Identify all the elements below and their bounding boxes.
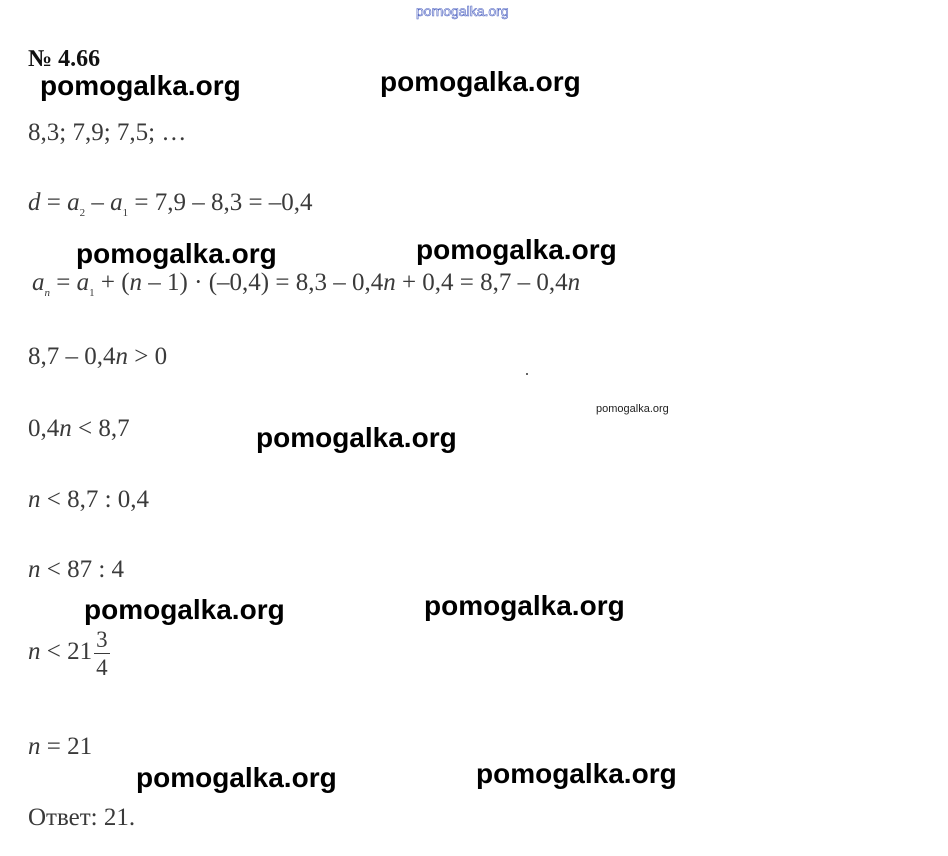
an-part2: – 1) · (–0,4) = 8,3 – 0,4 (142, 269, 384, 296)
an-a1-subscript: 1 (89, 287, 95, 299)
ineq2-n: n (59, 415, 72, 442)
fraction-numerator: 3 (96, 627, 108, 652)
watermark: pomogalka.org (476, 758, 677, 789)
ineq5-n: n (28, 638, 41, 666)
ineq1-left: 8,7 – 0,4 (28, 343, 116, 370)
d-eq: = (40, 189, 68, 216)
watermark: pomogalka.org (84, 594, 285, 625)
a2-subscript: 2 (79, 207, 86, 219)
ineq2-left: 0,4 (28, 415, 60, 442)
watermark: pomogalka.org (136, 762, 337, 793)
d-minus: – (85, 189, 111, 216)
an-n1: n (129, 269, 143, 296)
an-part3: + 0,4 = 8,7 – 0,4 (395, 269, 568, 296)
fraction-denominator: 4 (96, 655, 108, 680)
an-n3: n (567, 269, 581, 296)
a1-symbol: a (110, 189, 123, 216)
header-watermark: pomogalka.org (416, 3, 509, 19)
d-symbol: d (28, 189, 41, 216)
inequality-4 (28, 557, 124, 582)
fraction-three-quarters (94, 628, 110, 679)
ineq4-n: n (28, 556, 41, 583)
inequality-2 (28, 416, 130, 441)
inequality-5 (28, 628, 110, 679)
stray-dot (526, 373, 528, 375)
ineq1-right: > 0 (128, 343, 168, 370)
watermark: pomogalka.org (256, 422, 457, 453)
an-part1: + ( (94, 269, 130, 296)
inequality-3 (28, 487, 149, 512)
ineq3-right: < 8,7 : 0,4 (40, 486, 150, 513)
an-a1-symbol: a (76, 269, 90, 296)
ineq5-right: < 21 (40, 638, 93, 666)
nth-term-line (32, 270, 580, 299)
ineq4-right: < 87 : 4 (40, 556, 125, 583)
ineq1-n: n (115, 343, 128, 370)
watermark: pomogalka.org (76, 238, 277, 269)
watermark: pomogalka.org (424, 590, 625, 621)
watermark: pomogalka.org (380, 66, 581, 97)
ineq2-right: < 8,7 (71, 415, 130, 442)
inequality-1 (28, 344, 167, 369)
difference-line (28, 190, 313, 219)
final-right: = 21 (40, 733, 93, 760)
d-rest: = 7,9 – 8,3 = –0,4 (128, 189, 313, 216)
watermark: pomogalka.org (416, 234, 617, 265)
a1-subscript: 1 (122, 207, 129, 219)
final-n: n (28, 733, 41, 760)
small-watermark: pomogalka.org (596, 403, 669, 415)
an-symbol: a (32, 269, 45, 296)
a2-symbol: a (67, 189, 80, 216)
ineq3-n: n (28, 486, 41, 513)
sequence-line: 8,3; 7,9; 7,5; … (28, 119, 187, 146)
fraction-bar (94, 653, 110, 654)
answer: Ответ: 21. (28, 804, 136, 831)
an-n2: n (383, 269, 396, 296)
an-eq: = (50, 269, 77, 296)
final-equality (28, 734, 92, 759)
an-subscript: n (44, 287, 50, 299)
watermark: pomogalka.org (40, 70, 241, 101)
problem-number: № 4.66 (28, 46, 101, 72)
